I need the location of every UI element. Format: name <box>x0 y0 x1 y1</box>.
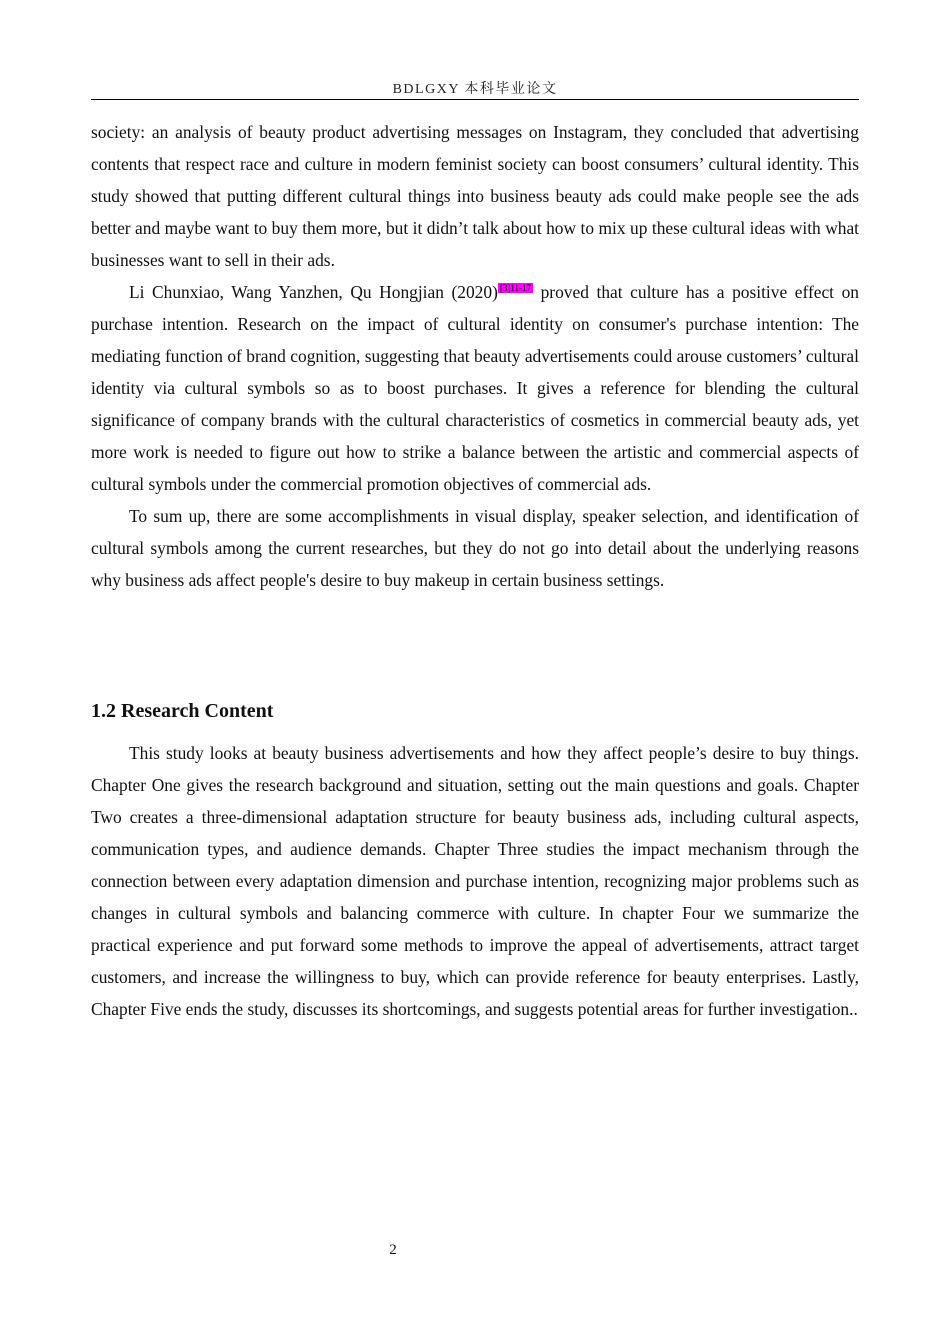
header-rule <box>91 99 859 100</box>
citation-marker[interactable]: [3]11-17 <box>499 283 532 293</box>
section-body <box>91 737 859 1025</box>
paragraph-1: society: an analysis of beauty product advertising messages on Instagram, they concluded that advertising contents that respect race and culture in modern feminist society can boost consumers’ cultural identity. This study showed that putting different cultural things into business beauty ads could make people see the ads better and maybe want to buy them more, but it didn’t talk about how to mix up these cultural ideas with what businesses want to sell in their ads. <box>91 122 859 270</box>
section-paragraph-1: This study looks at beauty business advertisements and how they affect people’s desire to buy things. Chapter One gives the research background and situation, setting out the main questions and goals. Chapter Two creates a three-dimensional adaptation structure for beauty business ads, including cultural aspects, communication types, and audience demands. Chapter Three studies the impact mechanism through the connection between every adaptation dimension and purchase intention, recognizing major problems such as changes in cultural symbols and balancing commerce with culture. In chapter Four we summarize the practical experience and put forward some methods to improve the appeal of advertisements, attract target customers, and increase the willingness to buy, which can provide reference for beauty enterprises. Lastly, Chapter Five ends the study, discusses its shortcomings, and suggests potential areas for further investigation.. <box>91 743 859 1019</box>
paragraph-2-lead: Li Chunxiao, Wang Yanzhen, Qu Hongjian (2020) <box>129 282 498 302</box>
paragraph-2-rest: proved that culture has a positive effect on purchase intention. Research on the impact of cultural identity on consumer's purchase intention: The mediating function of brand cognition, suggesting that beauty advertisements could arouse customers’ cultural identity via cultural symbols so as to boost purchases. It gives a reference for blending the cultural significance of company brands with the cultural characteristics of cosmetics in commercial beauty ads, yet more work is needed to figure out how to strike a balance between the artistic and commercial aspects of cultural symbols under the commercial promotion objectives of commercial ads. <box>91 282 859 494</box>
section-title: 1.2 Research Content <box>91 700 274 722</box>
paragraph-2 <box>91 276 859 500</box>
paragraph-3: To sum up, there are some accomplishments in visual display, speaker selection, and identification of cultural symbols among the current researches, but they do not go into detail about the underlying reasons why business ads affect people's desire to buy makeup in certain business settings. <box>91 506 859 590</box>
page-header: BDLGXY 本科毕业论文 <box>392 82 558 97</box>
body-text <box>91 116 859 596</box>
page-number: 2 <box>389 1242 397 1258</box>
